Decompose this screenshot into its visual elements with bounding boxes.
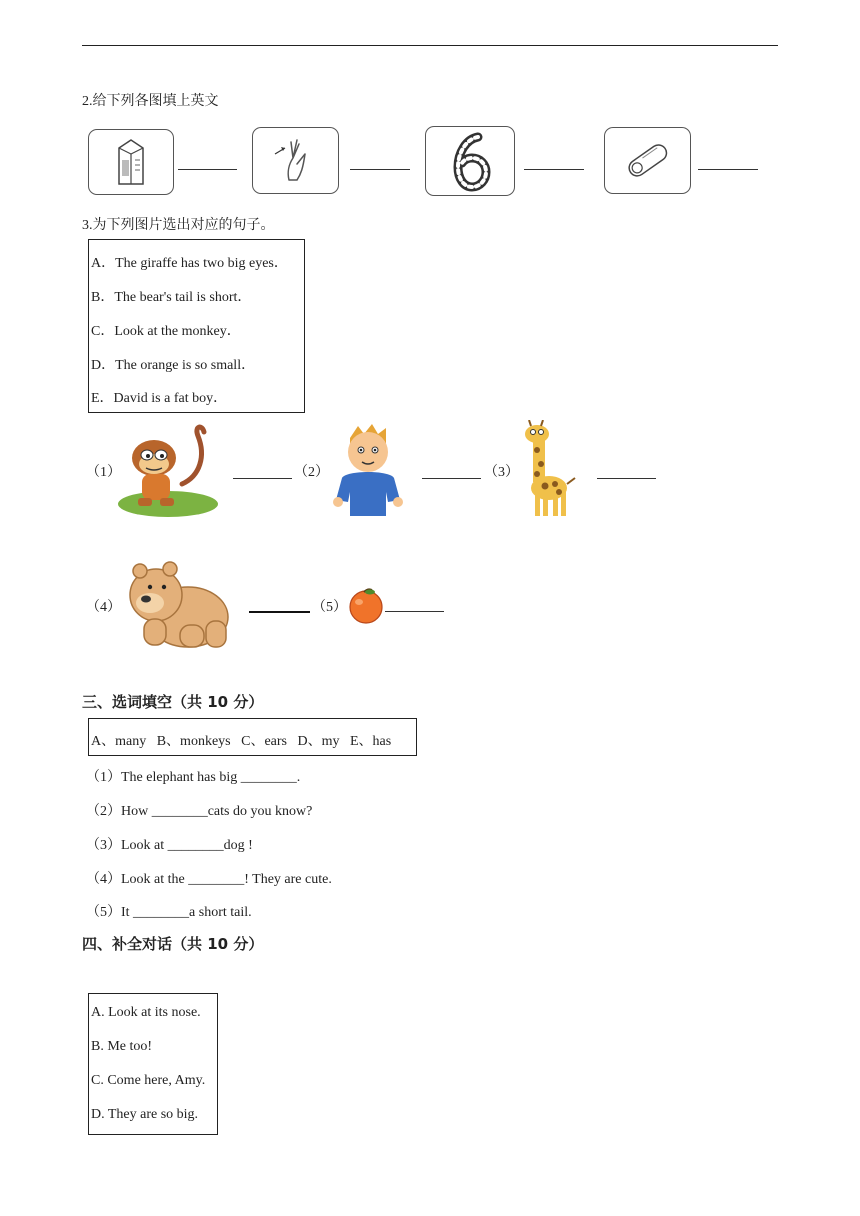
q3-options-box	[88, 239, 305, 413]
q3-item-4-number: （4）	[86, 600, 121, 615]
q2-title: 2.给下列各图填上英文	[82, 94, 219, 109]
q2-answer-blank-3[interactable]	[524, 169, 584, 170]
q2-picture-3	[425, 126, 515, 196]
word-bank: A、many B、monkeys C、ears D、my E、has	[91, 734, 392, 749]
whistle-icon	[605, 128, 690, 193]
q3-title: 3.为下列图片选出对应的句子。	[82, 218, 275, 233]
q3-item-5-number: （5）	[312, 600, 347, 615]
dialogue-option-c: C. Come here, Amy.	[91, 1073, 206, 1088]
boy-picture	[328, 420, 408, 520]
number-six-icon	[426, 127, 514, 195]
q3-answer-blank-4[interactable]	[249, 611, 310, 613]
bear-picture	[116, 559, 232, 651]
fill-sentence-5: （5）It ________a short tail.	[86, 905, 252, 920]
q2-picture-2	[252, 127, 339, 194]
dialogue-option-a: A. Look at its nose.	[91, 1005, 201, 1020]
fill-sentence-1: （1）The elephant has big ________.	[86, 770, 301, 785]
fill-sentence-4: （4）Look at the ________! They are cute.	[86, 872, 332, 887]
section-4-heading: 四、补全对话（共 10 分）	[82, 935, 264, 953]
giraffe-picture	[515, 420, 579, 520]
waving-hand-icon	[253, 128, 338, 193]
fill-sentence-2: （2）How ________cats do you know?	[86, 804, 313, 819]
q2-picture-1	[88, 129, 174, 195]
q3-item-3-number: （3）	[484, 465, 519, 480]
q3-item-1-number: （1）	[86, 465, 121, 480]
dialogue-option-d: D. They are so big.	[91, 1107, 199, 1122]
q2-answer-blank-1[interactable]	[178, 169, 237, 170]
q3-answer-blank-3[interactable]	[597, 478, 656, 479]
page-top-rule	[82, 45, 778, 46]
orange-picture	[346, 586, 386, 624]
section-3-heading: 三、选词填空（共 10 分）	[82, 693, 264, 711]
fill-sentence-3: （3）Look at ________dog !	[86, 838, 253, 853]
q3-option-b: B．The bear's tail is short．	[91, 290, 252, 305]
q3-option-d: D．The orange is so small．	[91, 358, 256, 373]
dialogue-options-box	[88, 993, 218, 1135]
q3-answer-blank-5[interactable]	[385, 611, 444, 612]
q2-answer-blank-4[interactable]	[698, 169, 758, 170]
word-bank-box	[88, 718, 417, 756]
q2-picture-4	[604, 127, 691, 194]
q3-option-a: A．The giraffe has two big eyes．	[91, 256, 288, 271]
milk-carton-icon	[89, 130, 173, 194]
monkey-picture	[116, 422, 220, 520]
q3-option-e: E．David is a fat boy．	[91, 391, 228, 406]
q3-answer-blank-1[interactable]	[233, 478, 292, 479]
q2-answer-blank-2[interactable]	[350, 169, 410, 170]
q3-answer-blank-2[interactable]	[422, 478, 481, 479]
dialogue-option-b: B. Me too!	[91, 1039, 153, 1054]
q3-option-c: C．Look at the monkey．	[91, 324, 241, 339]
q3-item-2-number: （2）	[294, 465, 329, 480]
